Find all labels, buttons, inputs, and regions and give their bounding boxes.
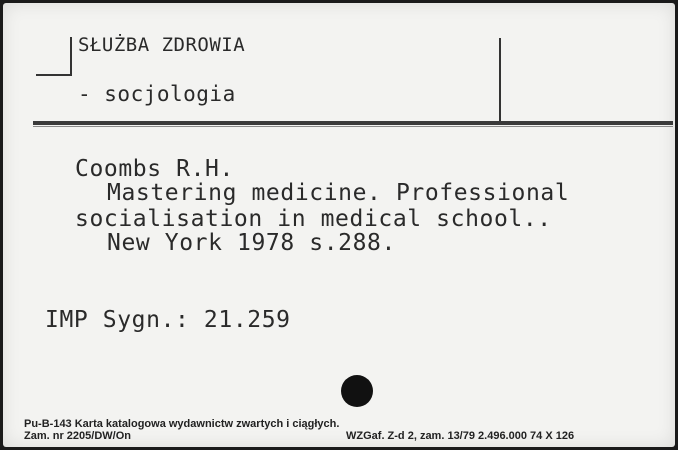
header-bracket-horizontal [36, 74, 72, 76]
catalog-card [3, 3, 675, 447]
subject-heading: SŁUŻBA ZDROWIA [78, 34, 246, 56]
footer-order-number: Zam. nr 2205/DW/On [24, 430, 131, 442]
entry-title-line1: Mastering medicine. Professional [107, 180, 570, 206]
punch-hole [341, 375, 373, 407]
header-rule [33, 121, 673, 125]
header-bracket-vertical [70, 37, 72, 75]
entry-title-line2: socialisation in medical school.. [75, 206, 552, 232]
header-divider-vertical [499, 38, 501, 121]
footer-line1: Pu-B-143 Karta katalogowa wydawnictw zwartych i ciągłych. [24, 418, 340, 430]
entry-imprint: New York 1978 s.288. [107, 230, 396, 256]
entry-author: Coombs R.H. [75, 156, 234, 182]
header-rule-thin [33, 126, 673, 127]
subject-subheading: - socjologia [78, 82, 236, 106]
entry-signature: IMP Sygn.: 21.259 [45, 307, 291, 333]
footer-printer-info: WZGaf. Z-d 2, zam. 13/79 2.496.000 74 X 126 [346, 430, 575, 442]
